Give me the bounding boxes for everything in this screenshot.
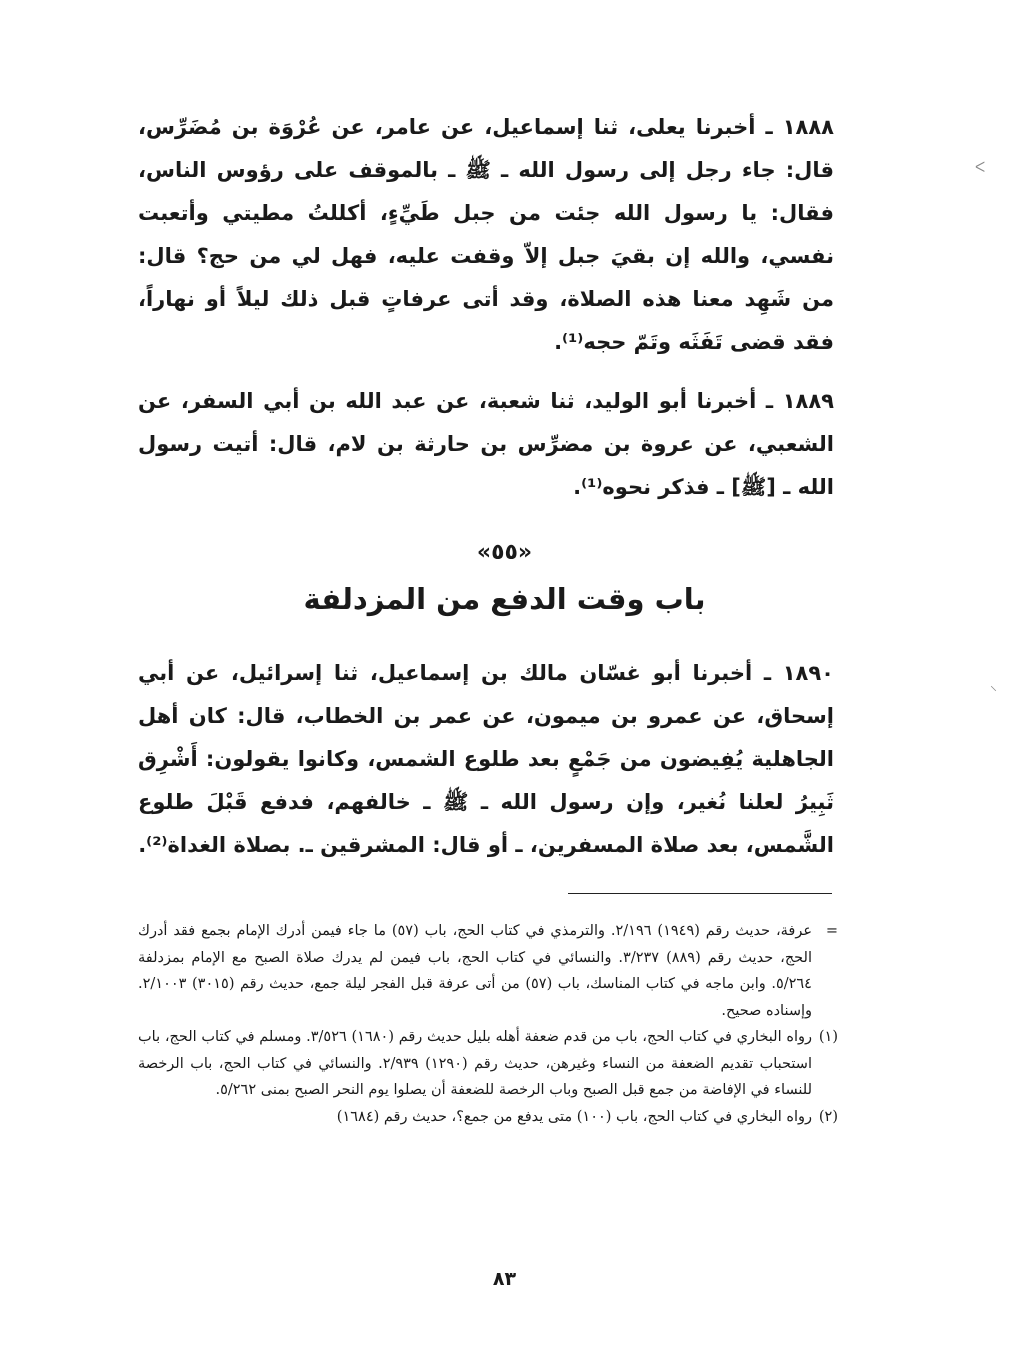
footnote-separator-line bbox=[568, 893, 832, 894]
footnote-text: عرفة، حديث رقم (١٩٤٩) ٢/١٩٦. والترمذي في كتاب الحج، باب (٥٧) ما جاء فيمن أدرك الإمام بجمع فقد أدرك الحج، حديث رقم (٨٨٩) ٣/٢٣٧. والنسائي في كتاب الحج، باب فيمن لم يدرك صلاة الصبح مع الإمام بمزدلفة ٥/٢٦٤. وابن ماجه في كتاب المناسك، باب (٥٧) من أتى عرفة قبل الفجر ليلة جمع، حديث رقم (٣٠١٥) ٢/١٠٠٣. وإسناده صحيح. bbox=[138, 923, 812, 1019]
hadith-1888-paragraph: ١٨٨٨ ـ أخبرنا يعلى، ثنا إسماعيل، عن عامر، عن عُرْوَة بن مُضَرِّس، قال: جاء رجل إلى رسول الله ـ ﷺ ـ بالموقف على رؤوس الناس، فقال: يا رسول الله جئت من جبل طَيِّءٍ، أكللتُ مطيتي وأتعبت نفسي، والله إن بقيَ جبل إلاّ وقفت عليه، فهل لي من حج؟ قال: من شَهِد معنا هذه الصلاة، وقد أتى عرفاتٍ قبل ذلك ليلاً أو نهاراً، فقد قضى تَفَثَه وتَمّ حجه⁽¹⁾. bbox=[138, 115, 834, 354]
chapter-number: «٥٥» bbox=[476, 540, 533, 565]
page-number: ٨٣ bbox=[492, 1268, 517, 1290]
footnote-2 bbox=[138, 1104, 838, 1131]
scan-speck: ᐸ bbox=[975, 160, 986, 176]
footnote-mark: (٢) bbox=[818, 1108, 838, 1125]
footnote-text: رواه البخاري في كتاب الحج، باب من قدم ضعفة أهله بليل حديث رقم (١٦٨٠) ٣/٥٢٦. ومسلم في كتاب الحج، باب استحباب تقديم الضعفة من النساء وغيرهن، حديث رقم (١٢٩٠) ٢/٩٣٩. والنسائي في كتاب الحج، باب الرخصة للنساء في الإفاضة من جمع قبل الصبح وباب الرخصة للضعفة أن يصلوا يوم النحر الصبح بمنى ٥/٢٦٢. bbox=[138, 1029, 812, 1098]
footnote-mark: (١) bbox=[818, 1029, 838, 1045]
footnote-text: رواه البخاري في كتاب الحج، باب (١٠٠) متى يدفع من جمع؟، حديث رقم (١٦٨٤) bbox=[336, 1108, 812, 1125]
hadith-1889-paragraph: ١٨٨٩ ـ أخبرنا أبو الوليد، ثنا شعبة، عن عبد الله بن أبي السفر، عن الشعبي، عن عروة بن مضرِّس بن حارثة بن لام، قال: أتيت رسول الله ـ [ﷺ] ـ فذكر نحوه⁽¹⁾. bbox=[138, 389, 834, 499]
scan-speck: ⸝ bbox=[990, 678, 997, 694]
chapter-title: باب وقت الدفع من المزدلفة bbox=[303, 582, 706, 616]
hadith-1890-paragraph: ١٨٩٠ ـ أخبرنا أبو غسّان مالك بن إسماعيل، ثنا إسرائيل، عن أبي إسحاق، عن عمرو بن ميمون، عن عمر بن الخطاب، قال: كان أهل الجاهلية يُفِيضون من جَمْعٍ بعد طلوع الشمس، وكانوا يقولون: أَشْرِق ثَبِيرُ لعلنا نُغير، وإن رسول الله ـ ﷺ ـ خالفهم، فدفع قَبْلَ طلوع الشَّمس، بعد صلاة المسفرين، ـ أو قال: المشرقين ـ. بصلاة الغداة⁽²⁾. bbox=[138, 661, 834, 857]
footnotes-section bbox=[138, 918, 838, 1130]
footnote-1 bbox=[138, 1024, 838, 1104]
footnote-mark: = bbox=[825, 923, 838, 939]
footnote-continuation bbox=[138, 918, 838, 1024]
